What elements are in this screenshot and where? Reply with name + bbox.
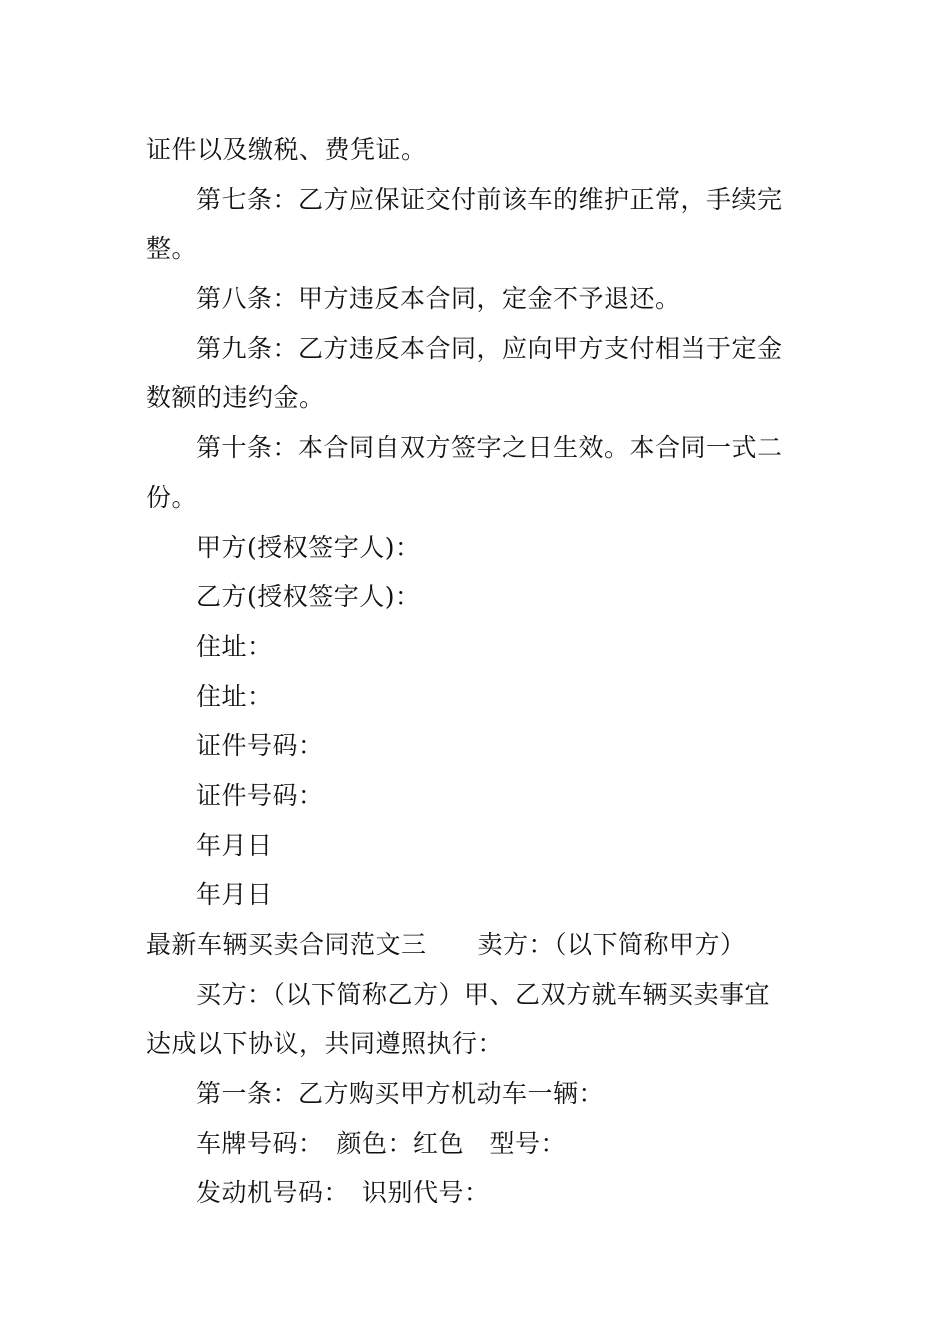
text-line: 份。 [146, 483, 198, 512]
section-heading-line: 最新车辆买卖合同范文三 卖方：（以下简称甲方） [146, 930, 746, 959]
text-line: 证件以及缴税、费凭证。 [146, 135, 427, 164]
text-line: 住址： [196, 682, 273, 711]
text-line: 第九条：乙方违反本合同，应向甲方支付相当于定金 [196, 334, 783, 363]
text-line: 年月日 [196, 880, 273, 909]
text-line: 证件号码： [196, 781, 324, 810]
text-line: 住址： [196, 632, 273, 661]
text-line: 甲方(授权签字人)： [196, 533, 421, 562]
text-line: 第七条：乙方应保证交付前该车的维护正常，手续完 [196, 185, 783, 214]
text-line: 乙方(授权签字人)： [196, 582, 421, 611]
text-line: 整。 [146, 234, 198, 263]
text-line: 达成以下协议，共同遵照执行： [146, 1029, 504, 1058]
text-line: 第一条：乙方购买甲方机动车一辆： [196, 1079, 605, 1108]
text-line: 买方：（以下简称乙方）甲、乙双方就车辆买卖事宜 [196, 980, 771, 1009]
text-line: 年月日 [196, 831, 273, 860]
text-line: 数额的违约金。 [146, 383, 325, 412]
text-line: 发动机号码： 识别代号： [196, 1178, 490, 1207]
text-line: 第十条：本合同自双方签字之日生效。本合同一式二 [196, 433, 783, 462]
text-line: 车牌号码： 颜色：红色 型号： [196, 1129, 567, 1158]
text-line: 第八条：甲方违反本合同，定金不予退还。 [196, 284, 681, 313]
text-line: 证件号码： [196, 731, 324, 760]
